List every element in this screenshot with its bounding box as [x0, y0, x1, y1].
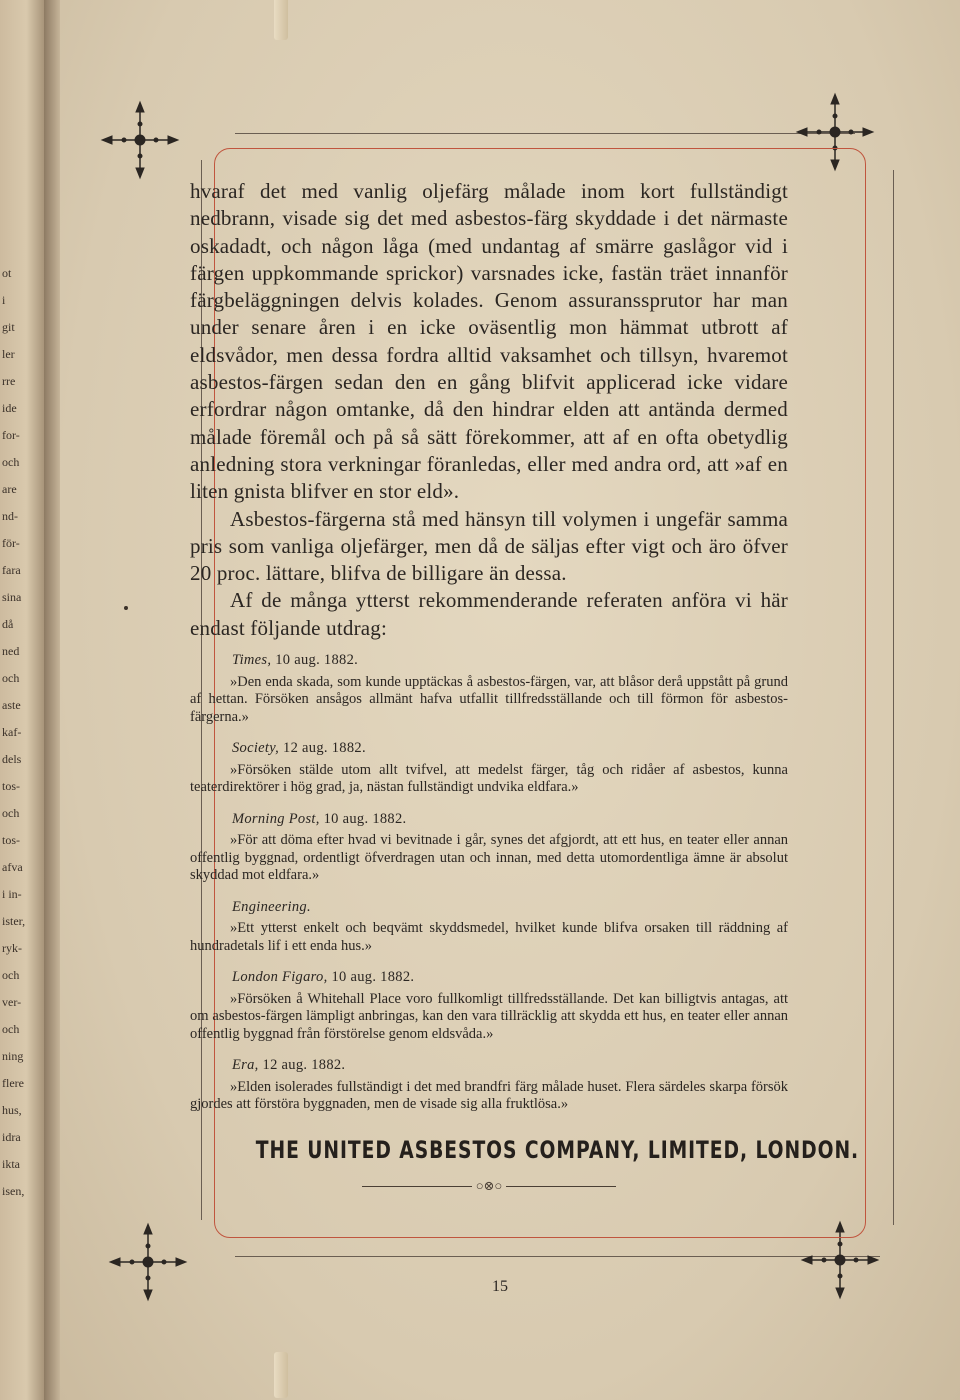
facing-page-fragment: ide [2, 401, 17, 415]
facing-page-fragment: fara [2, 563, 21, 577]
quote-text: »Elden isolerades fullständigt i det med brandfri färg målade huset. Flera särdeles skarpa försök gjordes att förstöra byggnaden, men de visade sig alla fruktlösa.» [190, 1078, 788, 1113]
facing-page-fragment: tos- [2, 779, 20, 793]
facing-page-edge [0, 0, 44, 1400]
press-quotes [190, 652, 788, 1114]
body-paragraph-3: Af de många ytterst rekommenderande referaten anföra vi här endast följande utdrag: [190, 588, 788, 640]
facing-page-fragment: ister, [2, 914, 26, 928]
page-content [190, 178, 860, 1194]
facing-page-fragment: afva [2, 860, 23, 874]
divider-glyph: ○⊗○ [475, 1177, 503, 1193]
facing-page-fragment: for- [2, 428, 20, 442]
quote-text: »Försöken stälde utom allt tvifvel, att medelst färger, tåg och ridåer af asbestos, kunna teaterdirektörer i hög grad, ja, nästan fullständigt undvika eldfara.» [190, 761, 788, 796]
facing-page-fragment: ryk- [2, 941, 22, 955]
facing-page-fragment: idra [2, 1130, 21, 1144]
facing-page-fragment: rre [2, 374, 16, 388]
quote-morning-post [190, 811, 788, 885]
facing-page-fragment: och [2, 1022, 20, 1036]
page-number: 15 [492, 1278, 508, 1295]
quote-source: Morning Post, [232, 810, 320, 827]
quote-source: Engineering. [232, 898, 311, 915]
quote-date: 10 aug. 1882. [331, 969, 415, 986]
ornamental-divider [190, 1178, 788, 1194]
bookmark-ribbon-bottom [274, 1352, 288, 1398]
quote-society [190, 740, 788, 797]
facing-page-fragment: ikta [2, 1157, 20, 1171]
facing-page-fragment: dels [2, 752, 22, 766]
facing-page-fragment: ot [2, 266, 12, 280]
facing-page-fragment: ler [2, 347, 15, 361]
quote-date: 10 aug. 1882. [323, 810, 407, 827]
facing-page-fragment: nd- [2, 509, 18, 523]
facing-page-fragment: tos- [2, 833, 20, 847]
quote-text: »Ett ytterst enkelt och beqvämt skyddsmedel, hvilket kunde blifva orsaken till räddning af hundradetals lif i ett enda hus.» [190, 920, 788, 954]
quote-source: Society, [232, 740, 280, 757]
facing-page-fragment: ver- [2, 995, 22, 1009]
quote-text: »Försöken å Whitehall Place voro fullkomligt tillfredsställande. Det kan billigtvis antagas, att om asbestos-färgen lämpligt anbringas, kan den vara tillräcklig att skydda ett hus, en teater eller annan offentlig byggnad från förstörelse genom eldsvåda.» [190, 990, 788, 1042]
quote-text: »Den enda skada, som kunde upptäckas å asbestos-färgen, var, att blåsor derå uppstått på grund af hettan. Försöken ansågos allmänt hafva utfallit tillfredsställande och till förmon för asbestos-färgerna.» [190, 673, 788, 725]
quote-date: 12 aug. 1882. [283, 740, 366, 757]
facing-page-fragment: git [2, 320, 15, 334]
facing-page-fragment: sina [2, 590, 22, 604]
facing-page-fragment: kaf- [2, 725, 22, 739]
facing-page-fragment: i in- [2, 887, 22, 901]
facing-page-fragment: i [2, 293, 6, 307]
corner-ornament-bottom-left [108, 1222, 188, 1302]
outer-rule-right [893, 170, 894, 1225]
outer-rule-bottom [235, 1256, 880, 1257]
facing-page-text [2, 260, 42, 1205]
quote-source: Times, [232, 652, 272, 669]
quote-source: London Figaro, [232, 969, 328, 986]
facing-page-fragment: flere [2, 1076, 24, 1090]
facing-page-fragment: och [2, 455, 20, 469]
quote-source: Era, [232, 1057, 259, 1074]
quote-date: 12 aug. 1882. [262, 1057, 346, 1074]
facing-page-fragment: are [2, 482, 17, 496]
quote-london-figaro [190, 969, 788, 1043]
ink-speck [124, 606, 128, 610]
facing-page-fragment: hus, [2, 1103, 22, 1117]
quote-times [190, 652, 788, 726]
facing-page-fragment: och [2, 671, 20, 685]
outer-rule-top [235, 133, 855, 134]
company-name: THE UNITED ASBESTOS COMPANY, LIMITED, LONDON. [255, 1135, 860, 1164]
facing-page-fragment: då [2, 617, 14, 631]
corner-ornament-top-left [100, 100, 180, 180]
body-paragraph-1: hvaraf det med vanlig oljefärg målade inom kort fullständigt nedbrann, visade sig det med asbestos-färg skyddade i det närmaste oskadadt, och någon låga (med undantag af smärre gaslågor vid i färgen uppkommande sprickor) varsnades icke, fastän träet innanför färgbeläggningen delvis kolades. Genom assuranssprutor har man under senare åren i en icke oväsentlig mon hämmat utbrott af eldsvådor, men dessa fordra alltid vaksamhet och tillsyn, hvaremot asbestos-färgen sedan den en gång blifvit applicerad icke vidare erfordrar någon omtanke, då den hindrar elden att antända dermed målade föremål och på så sätt förekommer, att af en ofta obetydlig anledning stora verkningar föranledas, eller med andra ord, att »af en liten gnista blifver en stor eld». [190, 179, 788, 504]
quote-engineering [190, 899, 788, 956]
body-paragraph-2: Asbestos-färgerna stå med hänsyn till volymen i ungefär samma pris som vanliga oljefärger, men då de säljas efter vigt och äro öfver 20 proc. lättare, blifva de billigare än dessa. [190, 506, 788, 586]
quote-date: 10 aug. 1882. [275, 652, 359, 669]
bookmark-ribbon-top [274, 0, 288, 40]
facing-page-fragment: ning [2, 1049, 24, 1063]
facing-page-fragment: för- [2, 536, 20, 550]
facing-page-fragment: och [2, 968, 20, 982]
quote-era [190, 1057, 788, 1114]
quote-text: »För att döma efter hvad vi bevitnade i går, synes det afgjordt, att ett hus, en teater eller annan offentlig byggnad, ordentligt öfverdragen utan och innan, med detta utomordentliga ämne är absolut skyddad mot eldfara.» [190, 832, 788, 884]
facing-page-fragment: och [2, 806, 20, 820]
facing-page-fragment: isen, [2, 1184, 25, 1198]
facing-page-fragment: ned [2, 644, 20, 658]
facing-page-fragment: aste [2, 698, 21, 712]
body-text [190, 178, 788, 642]
